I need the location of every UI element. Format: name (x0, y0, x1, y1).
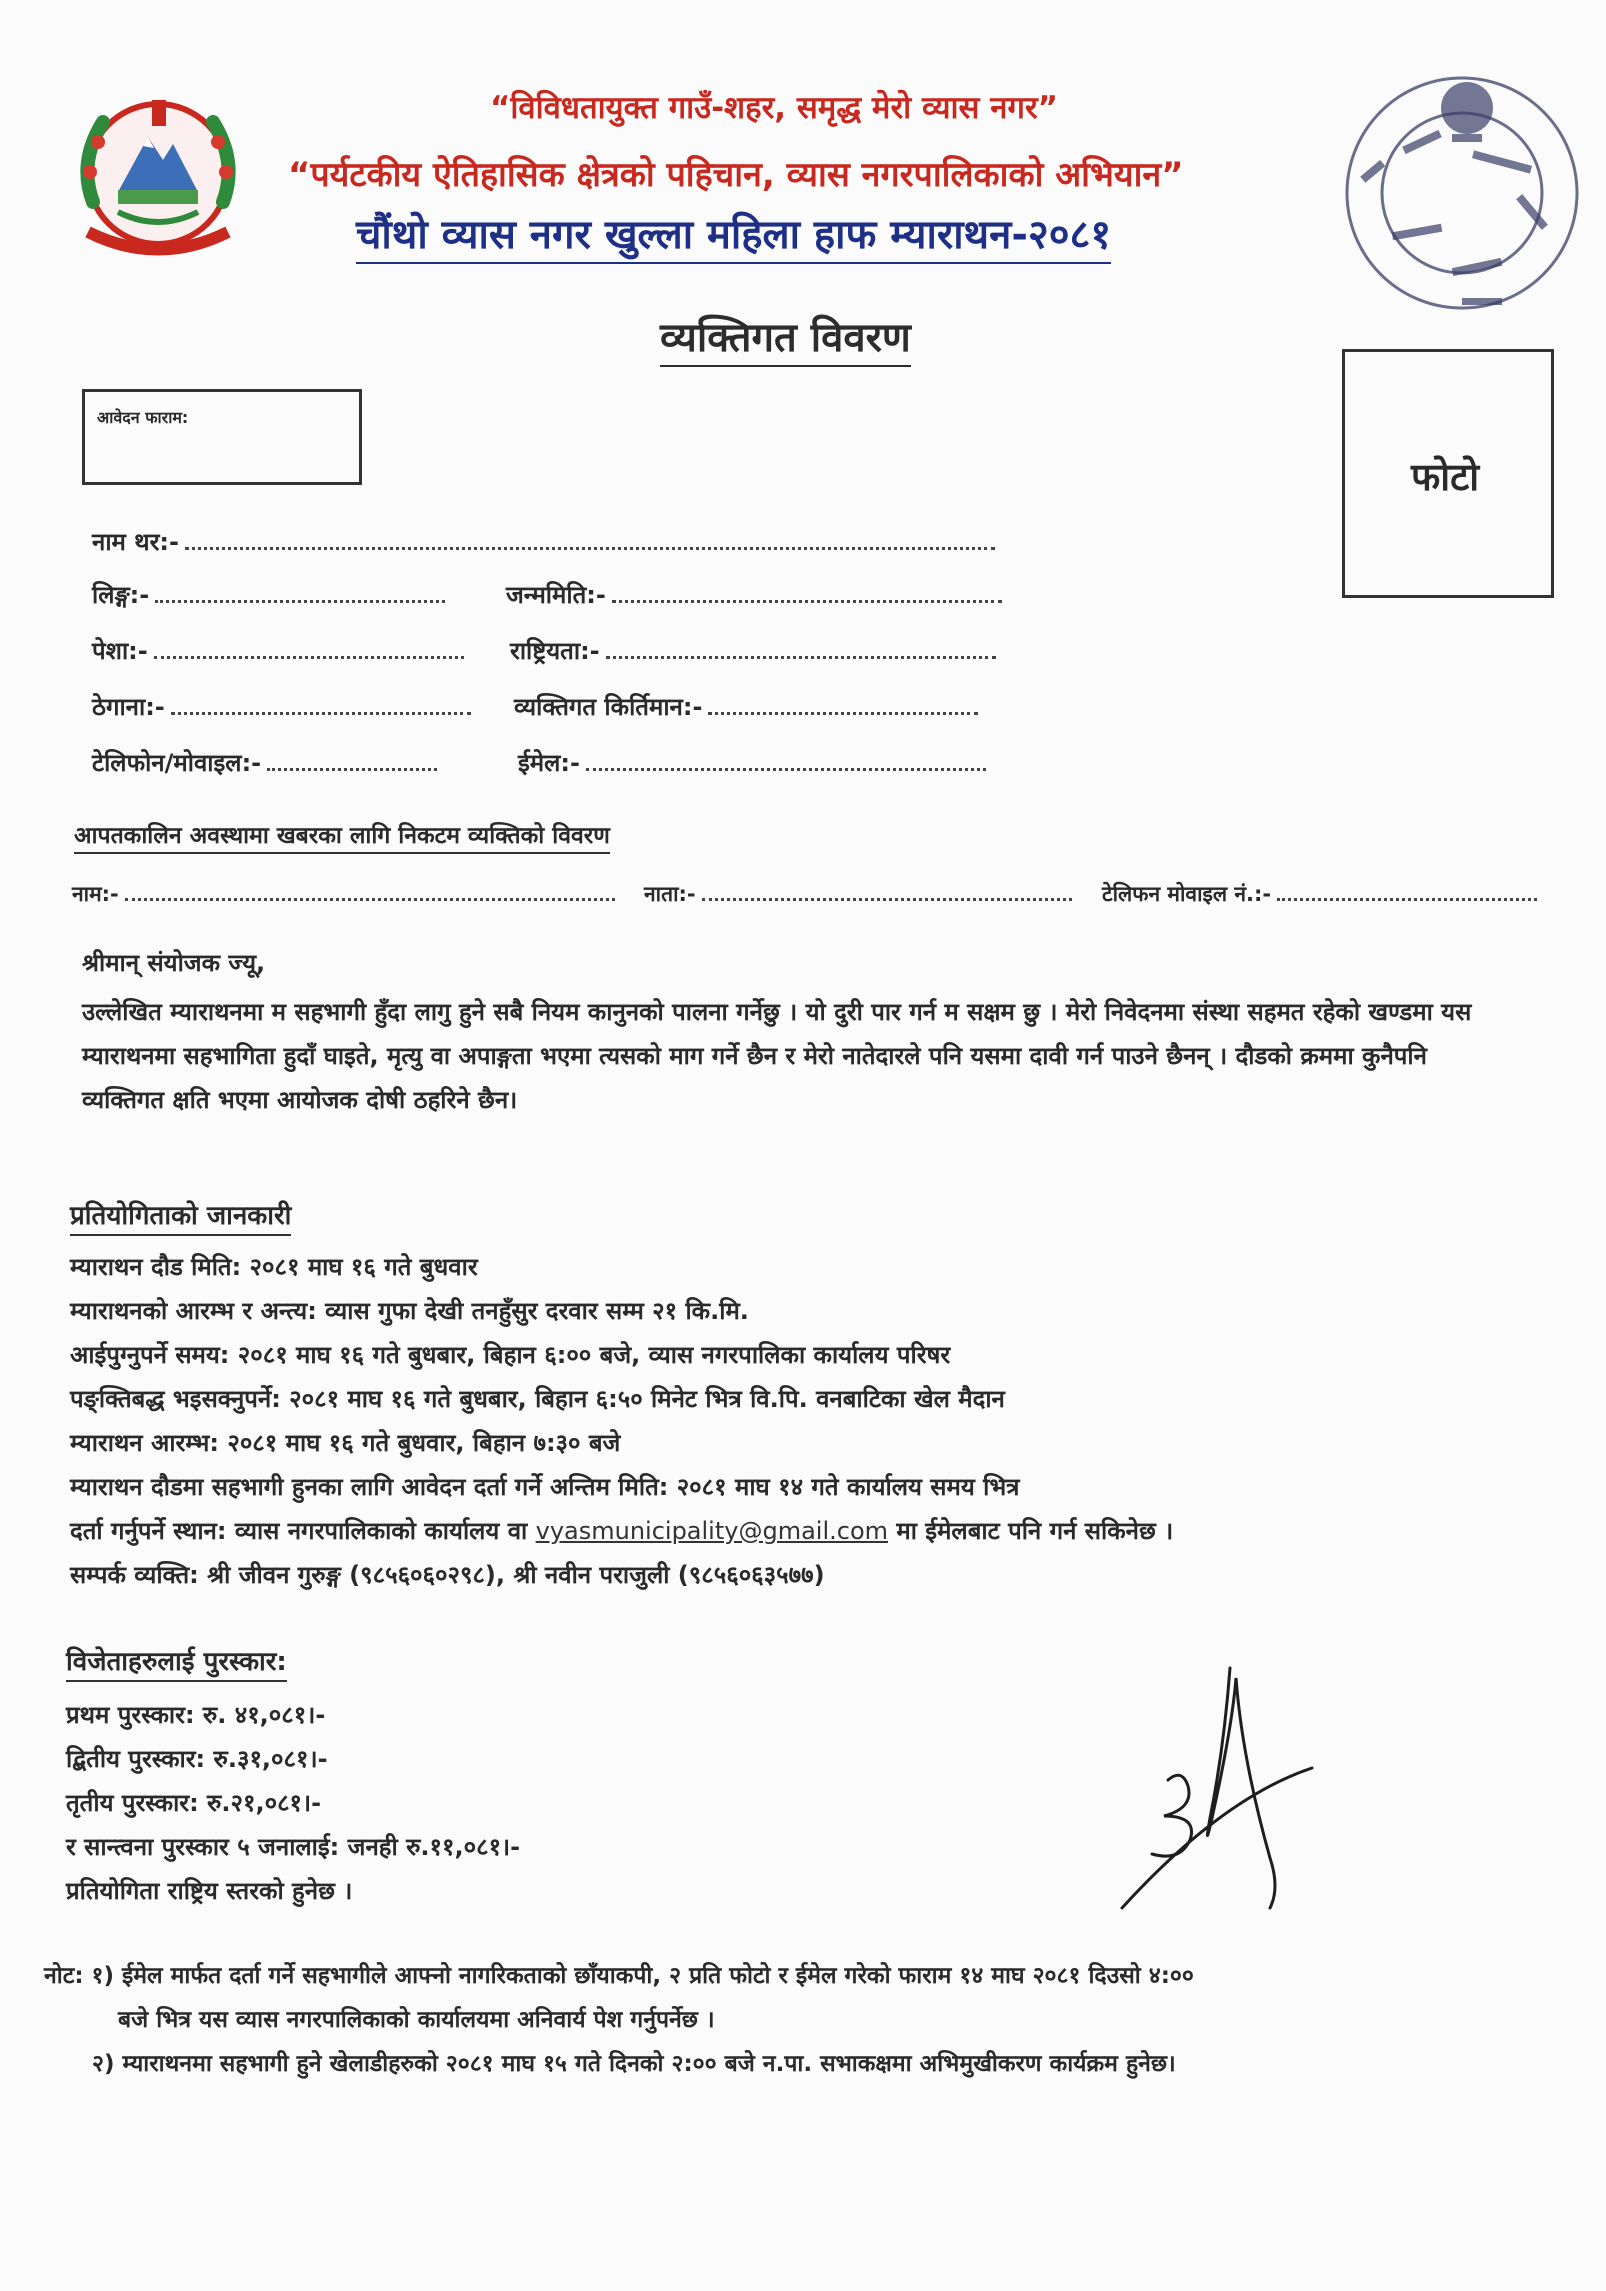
document-title: व्यक्तिगत विवरण (660, 308, 911, 367)
prize-line: द्बितीय पुरस्कार: रु.३१,०८१।- (66, 1745, 328, 1773)
address-field[interactable] (92, 690, 471, 723)
record-field[interactable] (514, 690, 978, 723)
address-label: ठेगाना:- (92, 693, 165, 721)
emergency-phone-line[interactable] (1277, 894, 1537, 901)
note-2: २) म्याराथनमा सहभागी हुने खेलाडीहरुको २०८१ माघ १५ गते दिनको २:०० बजे न.पा. सभाकक्षमा अभिमुखीकरण कार्यक्रम हुनेछ। (92, 2051, 1176, 2077)
prize-line: तृतीय पुरस्कार: रु.२१,०८१।- (66, 1789, 322, 1817)
salutation: श्रीमान् संयोजक ज्यू, (82, 949, 266, 977)
name-line[interactable] (185, 543, 995, 550)
prize-line: प्रतियोगिता राष्ट्रिय स्तरको हुनेछ । (66, 1877, 353, 1905)
competition-line: पङ्क्तिबद्ध भइसक्नुपर्ने: २०८१ माघ १६ गते बुधबार, बिहान ६:५० मिनेट भित्र वि.पि. वनबाटिका खेल मैदान (70, 1385, 1005, 1413)
record-label: व्यक्तिगत किर्तिमान:- (514, 693, 703, 721)
phone-label: टेलिफोन/मोवाइल:- (92, 749, 262, 777)
registration-email-link[interactable]: vyasmunicipality@gmail.com (535, 1517, 889, 1545)
nepal-emblem-icon (48, 82, 268, 276)
prize-line: र सान्त्वना पुरस्कार ५ जनालाई: जनही रु.११,०८१।- (66, 1833, 521, 1861)
registration-line (70, 1514, 1173, 1547)
emergency-name-line[interactable] (125, 894, 615, 901)
email-line[interactable] (586, 764, 986, 771)
phone-field[interactable] (92, 746, 437, 779)
record-line[interactable] (708, 708, 978, 715)
nationality-field[interactable] (510, 634, 996, 667)
gender-field[interactable] (92, 578, 445, 611)
competition-line: आईपुग्नुपर्ने समय: २०८१ माघ १६ गते बुधबार, बिहान ६:०० बजे, व्यास नगरपालिका कार्यालय परिषर (70, 1341, 951, 1369)
emergency-relation-line[interactable] (702, 894, 1072, 901)
registration-prefix: दर्ता गर्नुपर्ने स्थान: व्यास नगरपालिकाको कार्यालय वा (70, 1517, 528, 1545)
gender-label: लिङ्ग:- (92, 581, 150, 609)
competition-line: म्याराथन आरम्भ: २०८१ माघ १६ गते बुधवार, बिहान ७:३० बजे (70, 1429, 621, 1457)
application-number-label: आवेदन फाराम: (97, 408, 189, 427)
nationality-line[interactable] (606, 652, 996, 659)
competition-line: म्याराथन दौडमा सहभागी हुनका लागि आवेदन दर्ता गर्ने अन्तिम मिति: २०८१ माघ १४ गते कार्यालय समय भित्र (70, 1473, 1020, 1501)
name-field[interactable] (92, 525, 995, 558)
occupation-field[interactable] (92, 634, 464, 667)
emergency-relation-label: नाता:- (644, 882, 696, 906)
prize-line: प्रथम पुरस्कार: रु. ४१,०८१।- (66, 1701, 326, 1729)
slogan-tourism: “पर्यटकीय ऐतिहासिक क्षेत्रको पहिचान, व्यास नगरपालिकाको अभियान” (288, 155, 1184, 195)
slogan-diversity: “विविधतायुक्त गाउँ-शहर, समृद्ध मेरो व्यास नगर” (490, 90, 1059, 126)
dob-line[interactable] (612, 596, 1002, 603)
address-line[interactable] (171, 708, 471, 715)
emergency-phone-field[interactable] (1102, 880, 1537, 908)
competition-line: म्याराथनको आरम्भ र अन्त्य: व्यास गुफा देखी तनहुँसुर दरवार सम्म २१ कि.मि. (70, 1297, 749, 1325)
prizes-heading: विजेताहरुलाई पुरस्कार: (66, 1642, 287, 1682)
dob-label: जन्ममिति:- (506, 581, 606, 609)
emergency-name-label: नाम:- (72, 882, 119, 906)
event-title: चौंथो व्यास नगर खुल्ला महिला हाफ म्याराथन-२०८१ (356, 205, 1111, 264)
photo-label: फोटो (1411, 455, 1480, 499)
occupation-line[interactable] (154, 652, 464, 659)
nationality-label: राष्ट्रियता:- (510, 637, 600, 665)
registration-suffix: मा ईमेलबाट पनि गर्न सकिनेछ । (896, 1517, 1174, 1545)
occupation-label: पेशा:- (92, 637, 148, 665)
municipality-seal-icon (1312, 68, 1602, 342)
photo-box[interactable] (1342, 349, 1554, 598)
emergency-name-field[interactable] (72, 880, 615, 908)
emergency-heading: आपतकालिन अवस्थामा खबरका लागि निकटम व्यक्तिको विवरण (74, 818, 610, 854)
phone-line[interactable] (267, 764, 437, 771)
dob-field[interactable] (506, 578, 1002, 611)
competition-heading: प्रतियोगिताको जानकारी (70, 1196, 291, 1236)
emergency-phone-label: टेलिफन मोवाइल नं.:- (1102, 882, 1272, 906)
contact-line: सम्पर्क व्यक्ति: श्री जीवन गुरुङ्ग (९८५६०६०२९८), श्री नवीन पराजुली (९८५६०६३५७७) (70, 1561, 825, 1589)
competition-line: म्याराथन दौड मिति: २०८१ माघ १६ गते बुधवार (70, 1253, 478, 1281)
application-number-box[interactable] (82, 389, 362, 485)
email-label: ईमेल:- (518, 749, 580, 777)
note-1-second-line: बजे भित्र यस व्यास नगरपालिकाको कार्यालयमा अनिवार्य पेश गर्नुपर्नेछ । (118, 2007, 715, 2033)
name-label: नाम थर:- (92, 528, 179, 556)
emergency-relation-field[interactable] (644, 880, 1072, 908)
note-1-first-line: नोट: १) ईमेल मार्फत दर्ता गर्ने सहभागीले आफ्नो नागरिकताको छाँयाकपी, २ प्रति फोटो र ईमेल गरेको फाराम १४ माघ २०८१ दिउसो ४:०० (44, 1963, 1194, 1989)
email-field[interactable] (518, 746, 986, 779)
declaration-body: उल्लेखित म्याराथनमा म सहभागी हुँदा लागु हुने सबै नियम कानुनको पालना गर्नेछु । यो दुरी पार गर्न म सक्षम छु । मेरो निवेदनमा संस्था सहमत रहेको खण्डमा यस म्याराथनमा सहभागिता हुदाँ घाइते, मृत्यु वा अपाङ्गता भएमा त्यसको माग गर्ने छैन र मेरो नातेदारले पनि यसमा दावी गर्न पाउने छैनन् । दौडको क्रममा कुनैपनि व्यक्तिगत क्षति भएमा आयोजक दोषी ठहरिने छैन। (82, 998, 1472, 1114)
gender-line[interactable] (155, 596, 445, 603)
signature-icon (1112, 1658, 1342, 1942)
